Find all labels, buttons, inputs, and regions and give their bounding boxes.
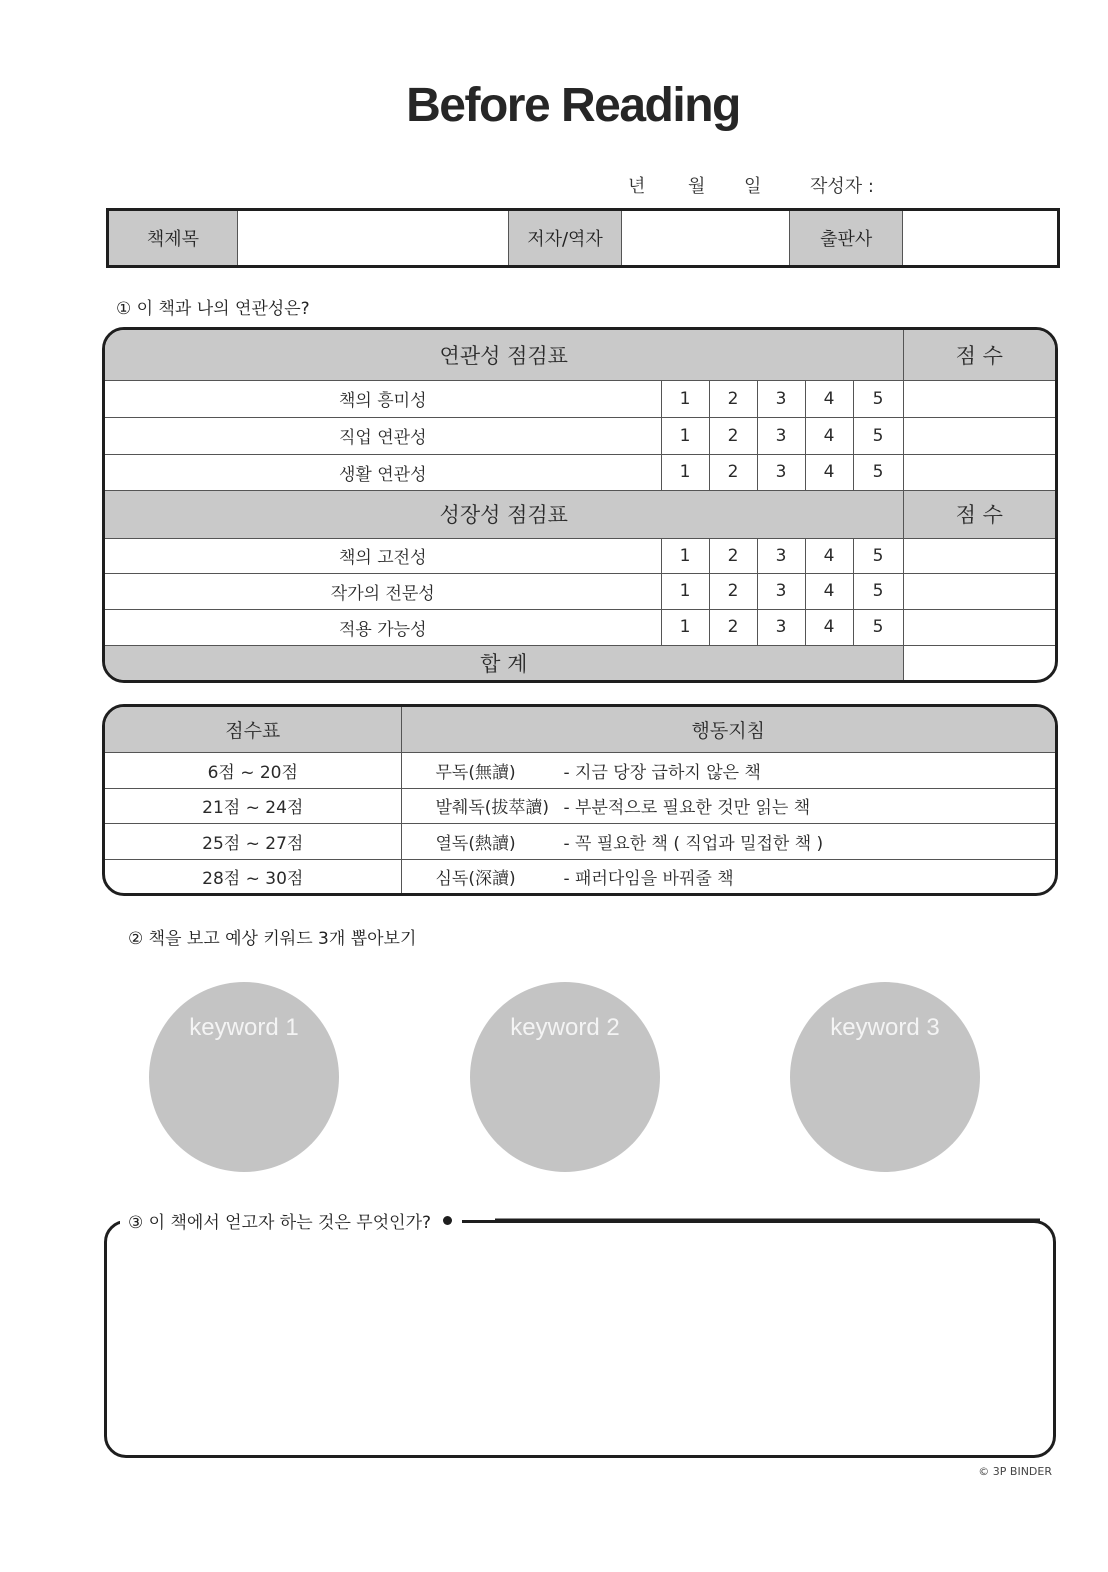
scale-option[interactable]: 5 [853, 417, 903, 454]
growth-score-header: 점 수 [903, 490, 1055, 538]
scale-option[interactable]: 2 [709, 454, 757, 490]
scale-option[interactable]: 3 [757, 609, 805, 645]
scale-option[interactable]: 1 [661, 454, 709, 490]
scale-option[interactable]: 4 [805, 380, 853, 417]
copyright-text: © 3P BINDER [978, 1465, 1052, 1478]
score-range: 6점 ~ 20점 [105, 752, 401, 788]
criterion-label: 책의 고전성 [105, 538, 661, 573]
scale-option[interactable]: 1 [661, 573, 709, 609]
date-month-label: 월 [688, 176, 706, 197]
total-label: 합 계 [105, 645, 903, 680]
criterion-label: 적용 가능성 [105, 609, 661, 645]
scale-option[interactable]: 2 [709, 380, 757, 417]
page-title: Before Reading [406, 79, 740, 132]
scale-option[interactable]: 5 [853, 380, 903, 417]
author-name-label: 작성자 : [810, 176, 874, 197]
score-table-header: 점수표 [105, 707, 401, 752]
criterion-label: 작가의 전문성 [105, 573, 661, 609]
criterion-label: 책의 흥미성 [105, 380, 661, 417]
reading-description: - 꼭 필요한 책 ( 직업과 밀접한 책 ) [563, 833, 824, 854]
scale-option[interactable]: 1 [661, 380, 709, 417]
scale-option[interactable]: 1 [661, 417, 709, 454]
score-range: 25점 ~ 27점 [105, 823, 401, 859]
scale-option[interactable]: 3 [757, 573, 805, 609]
scale-option[interactable]: 4 [805, 538, 853, 573]
scale-option[interactable]: 3 [757, 417, 805, 454]
reading-type: 심독(深讀) [435, 868, 516, 889]
keyword-label: keyword 1 [189, 1014, 299, 1041]
keyword-label: keyword 3 [830, 1014, 940, 1041]
scale-option[interactable]: 2 [709, 573, 757, 609]
score-range: 21점 ~ 24점 [105, 788, 401, 823]
scale-option[interactable]: 2 [709, 609, 757, 645]
date-day-label: 일 [744, 176, 762, 197]
reading-type: 발췌독(拔萃讀) [435, 798, 550, 818]
relevance-header: 연관성 점검표 [105, 330, 903, 380]
action-guide-header: 행동지침 [401, 707, 1055, 752]
reading-description: - 지금 당장 급하지 않은 책 [563, 762, 761, 783]
criterion-label: 직업 연관성 [105, 417, 661, 454]
question-1: ① 이 책과 나의 연관성은? [116, 299, 310, 319]
scale-option[interactable]: 5 [853, 538, 903, 573]
scale-option[interactable]: 5 [853, 573, 903, 609]
question-2: ② 책을 보고 예상 키워드 3개 뽑아보기 [128, 929, 417, 949]
scale-option[interactable]: 4 [805, 454, 853, 490]
keyword-label: keyword 2 [510, 1014, 620, 1041]
scale-option[interactable]: 4 [805, 573, 853, 609]
reading-type: 무독(無讀) [435, 762, 516, 783]
scale-option[interactable]: 3 [757, 380, 805, 417]
reading-type: 열독(熱讀) [435, 833, 516, 854]
criterion-label: 생활 연관성 [105, 454, 661, 490]
relevance-score-header: 점 수 [903, 330, 1055, 380]
scale-option[interactable]: 2 [709, 417, 757, 454]
reading-description: - 패러다임을 바꿔줄 책 [563, 868, 734, 889]
scale-option[interactable]: 5 [853, 609, 903, 645]
scale-option[interactable]: 5 [853, 454, 903, 490]
date-year-label: 년 [628, 176, 646, 197]
scale-option[interactable]: 2 [709, 538, 757, 573]
scale-option[interactable]: 3 [757, 454, 805, 490]
scale-option[interactable]: 4 [805, 417, 853, 454]
reading-description: - 부분적으로 필요한 것만 읽는 책 [563, 798, 811, 818]
author-label: 저자/역자 [509, 211, 623, 265]
scale-option[interactable]: 3 [757, 538, 805, 573]
scale-option[interactable]: 4 [805, 609, 853, 645]
score-range: 28점 ~ 30점 [105, 859, 401, 893]
growth-header: 성장성 점검표 [105, 490, 903, 538]
book-title-label: 책제목 [109, 211, 238, 265]
question-3: ③ 이 책에서 얻고자 하는 것은 무엇인가? [128, 1213, 432, 1233]
publisher-label: 출판사 [790, 211, 903, 265]
scale-option[interactable]: 1 [661, 538, 709, 573]
scale-option[interactable]: 1 [661, 609, 709, 645]
